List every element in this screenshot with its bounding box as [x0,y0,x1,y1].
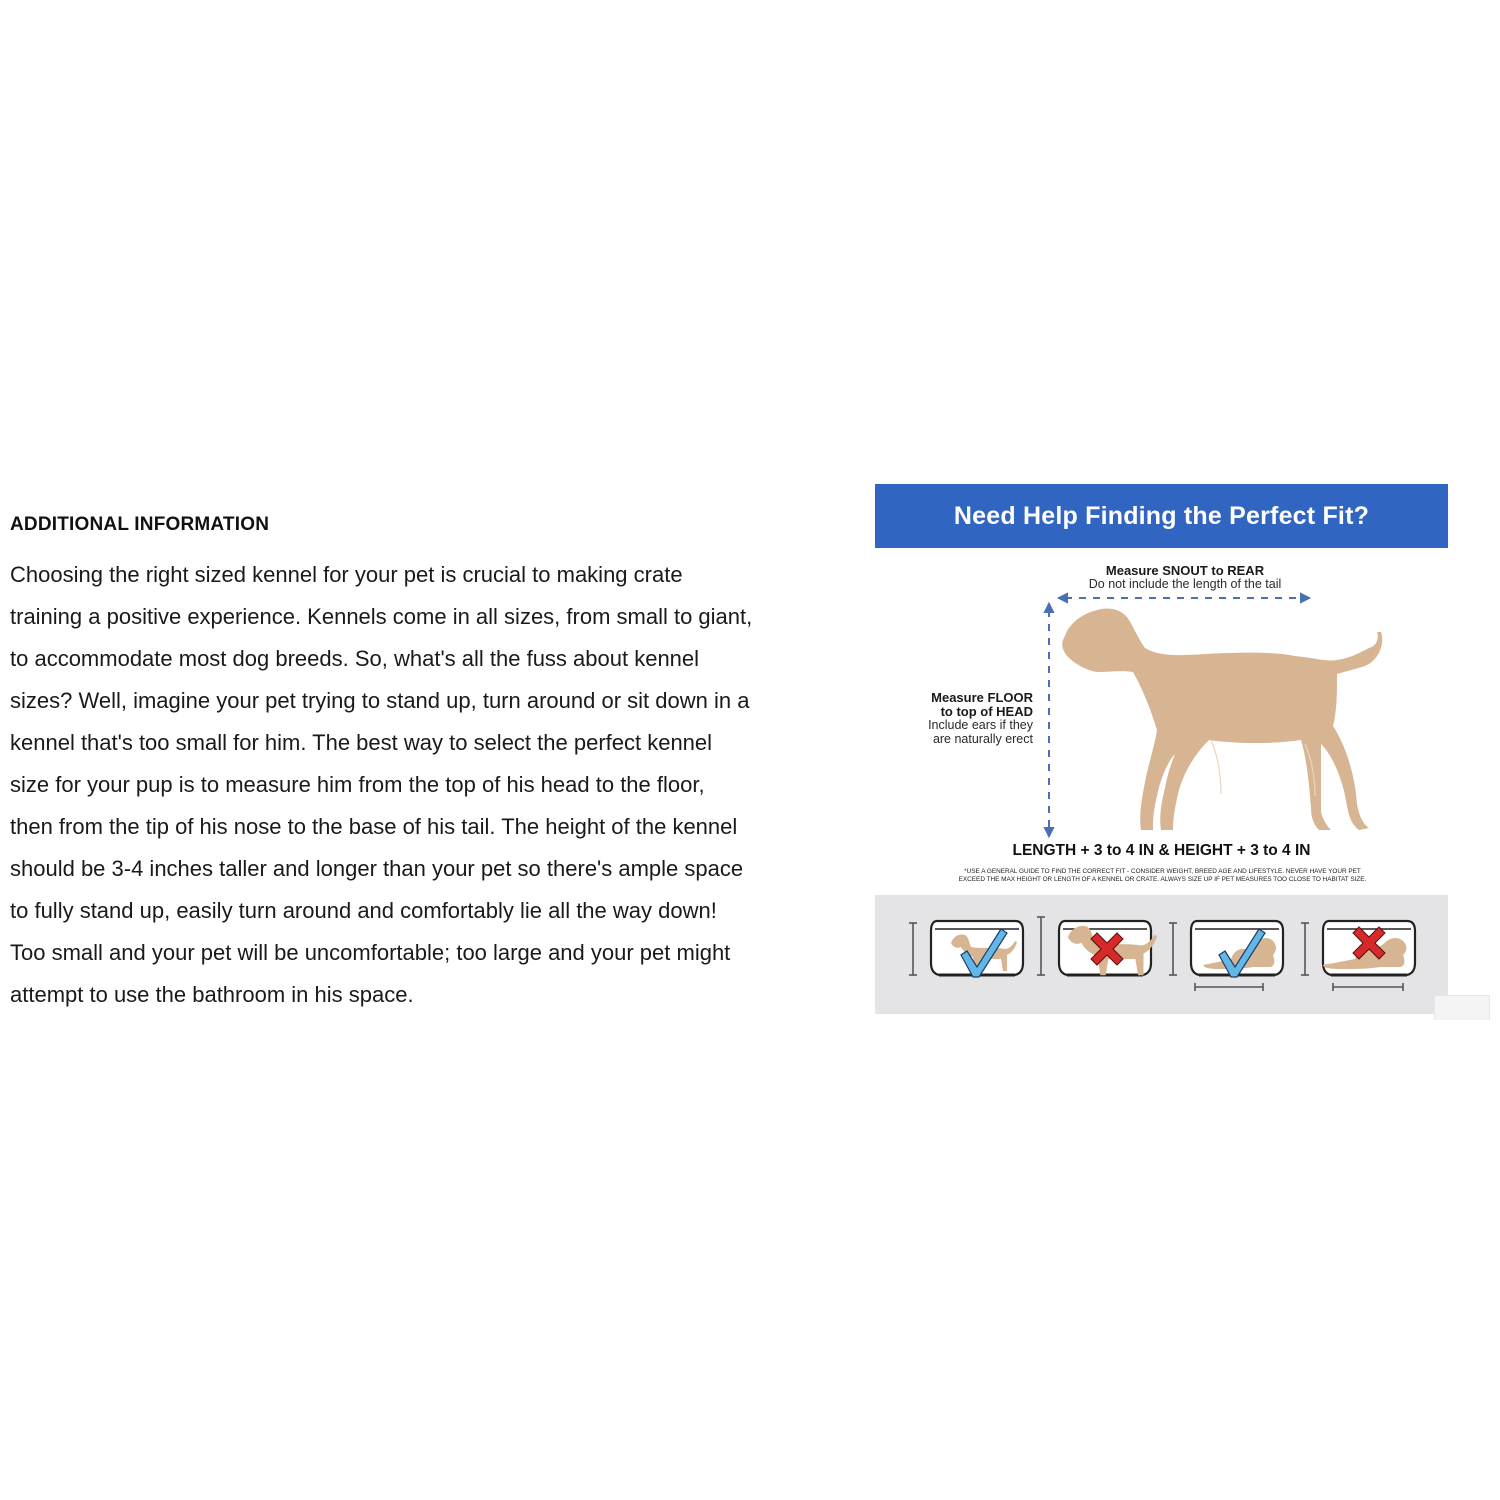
body-line: size for your pup is to measure him from the top of his head to the floor, [10,772,705,797]
body-line: Choosing the right sized kennel for your pet is crucial to making crate [10,562,683,587]
sizing-formula: LENGTH + 3 to 4 IN & HEIGHT + 3 to 4 IN [1012,842,1311,859]
body-line: training a positive experience. Kennels come in all sizes, from small to giant, [10,604,753,629]
height-measure-label-2: to top of HEAD [940,704,1033,719]
crate-examples [875,895,1448,1014]
body-line: to fully stand up, easily turn around and comfortably lie all the way down! [10,898,717,923]
disclaimer-line: *USE A GENERAL GUIDE TO FIND THE CORRECT FIT - CONSIDER WEIGHT, BREED AGE AND LIFESTYLE. NEVER HAVE YOUR PET [964,868,1361,875]
height-guide-icon [909,923,917,975]
body-line: then from the tip of his nose to the base of his tail. The height of the kennel [10,814,738,839]
crate-examples-strip [875,895,1448,1014]
fit-guide-infographic [875,484,1448,1014]
dog-silhouette-icon [1062,608,1382,830]
banner-title: Need Help Finding the Perfect Fit? [953,501,1370,530]
fit-guide-banner [875,484,1448,548]
section-heading: ADDITIONAL INFORMATION [10,514,270,535]
dog-outline-accents [1211,740,1315,796]
length-measure-label: Measure SNOUT to REAR [1105,563,1265,578]
section-body [10,554,832,1016]
body-line: sizes? Well, imagine your pet trying to stand up, turn around or sit down in a [10,688,750,713]
crate-example-1 [909,921,1023,977]
length-guide-icon [1195,983,1263,991]
height-guide-icon [1169,923,1177,975]
height-measure-label: Measure FLOOR [931,690,1033,705]
height-measure-note: Include ears if they [928,718,1033,732]
height-measure-note-2: are naturally erect [932,732,1033,746]
height-measure-arrow [1045,604,1053,836]
length-measure-note: Do not include the length of the tail [1088,577,1282,591]
crate-example-3 [1169,921,1283,991]
crate-example-4 [1301,921,1415,991]
body-line: should be 3-4 inches taller and longer than your pet so there's ample space [10,856,744,881]
corner-tab [1434,995,1490,1020]
crate-example-2 [1037,917,1157,975]
body-line: kennel that's too small for him. The best way to select the perfect kennel [10,730,713,755]
body-line: attempt to use the bathroom in his space. [10,982,414,1007]
height-guide-icon [1301,923,1309,975]
sizing-disclaimer [915,868,1410,884]
height-guide-icon [1037,917,1045,975]
length-measure-arrow [1059,594,1309,602]
body-line: to accommodate most dog breeds. So, what's all the fuss about kennel [10,646,700,671]
additional-information-section [10,514,840,1016]
body-line: Too small and your pet will be uncomfortable; too large and your pet might [10,940,731,965]
length-guide-icon [1333,983,1403,991]
disclaimer-line: EXCEED THE MAX HEIGHT OR LENGTH OF A KENNEL OR CRATE. ALWAYS SIZE UP IF PET MEASURES TOO CLOSE TO HABITAT SIZE. [958,876,1367,883]
